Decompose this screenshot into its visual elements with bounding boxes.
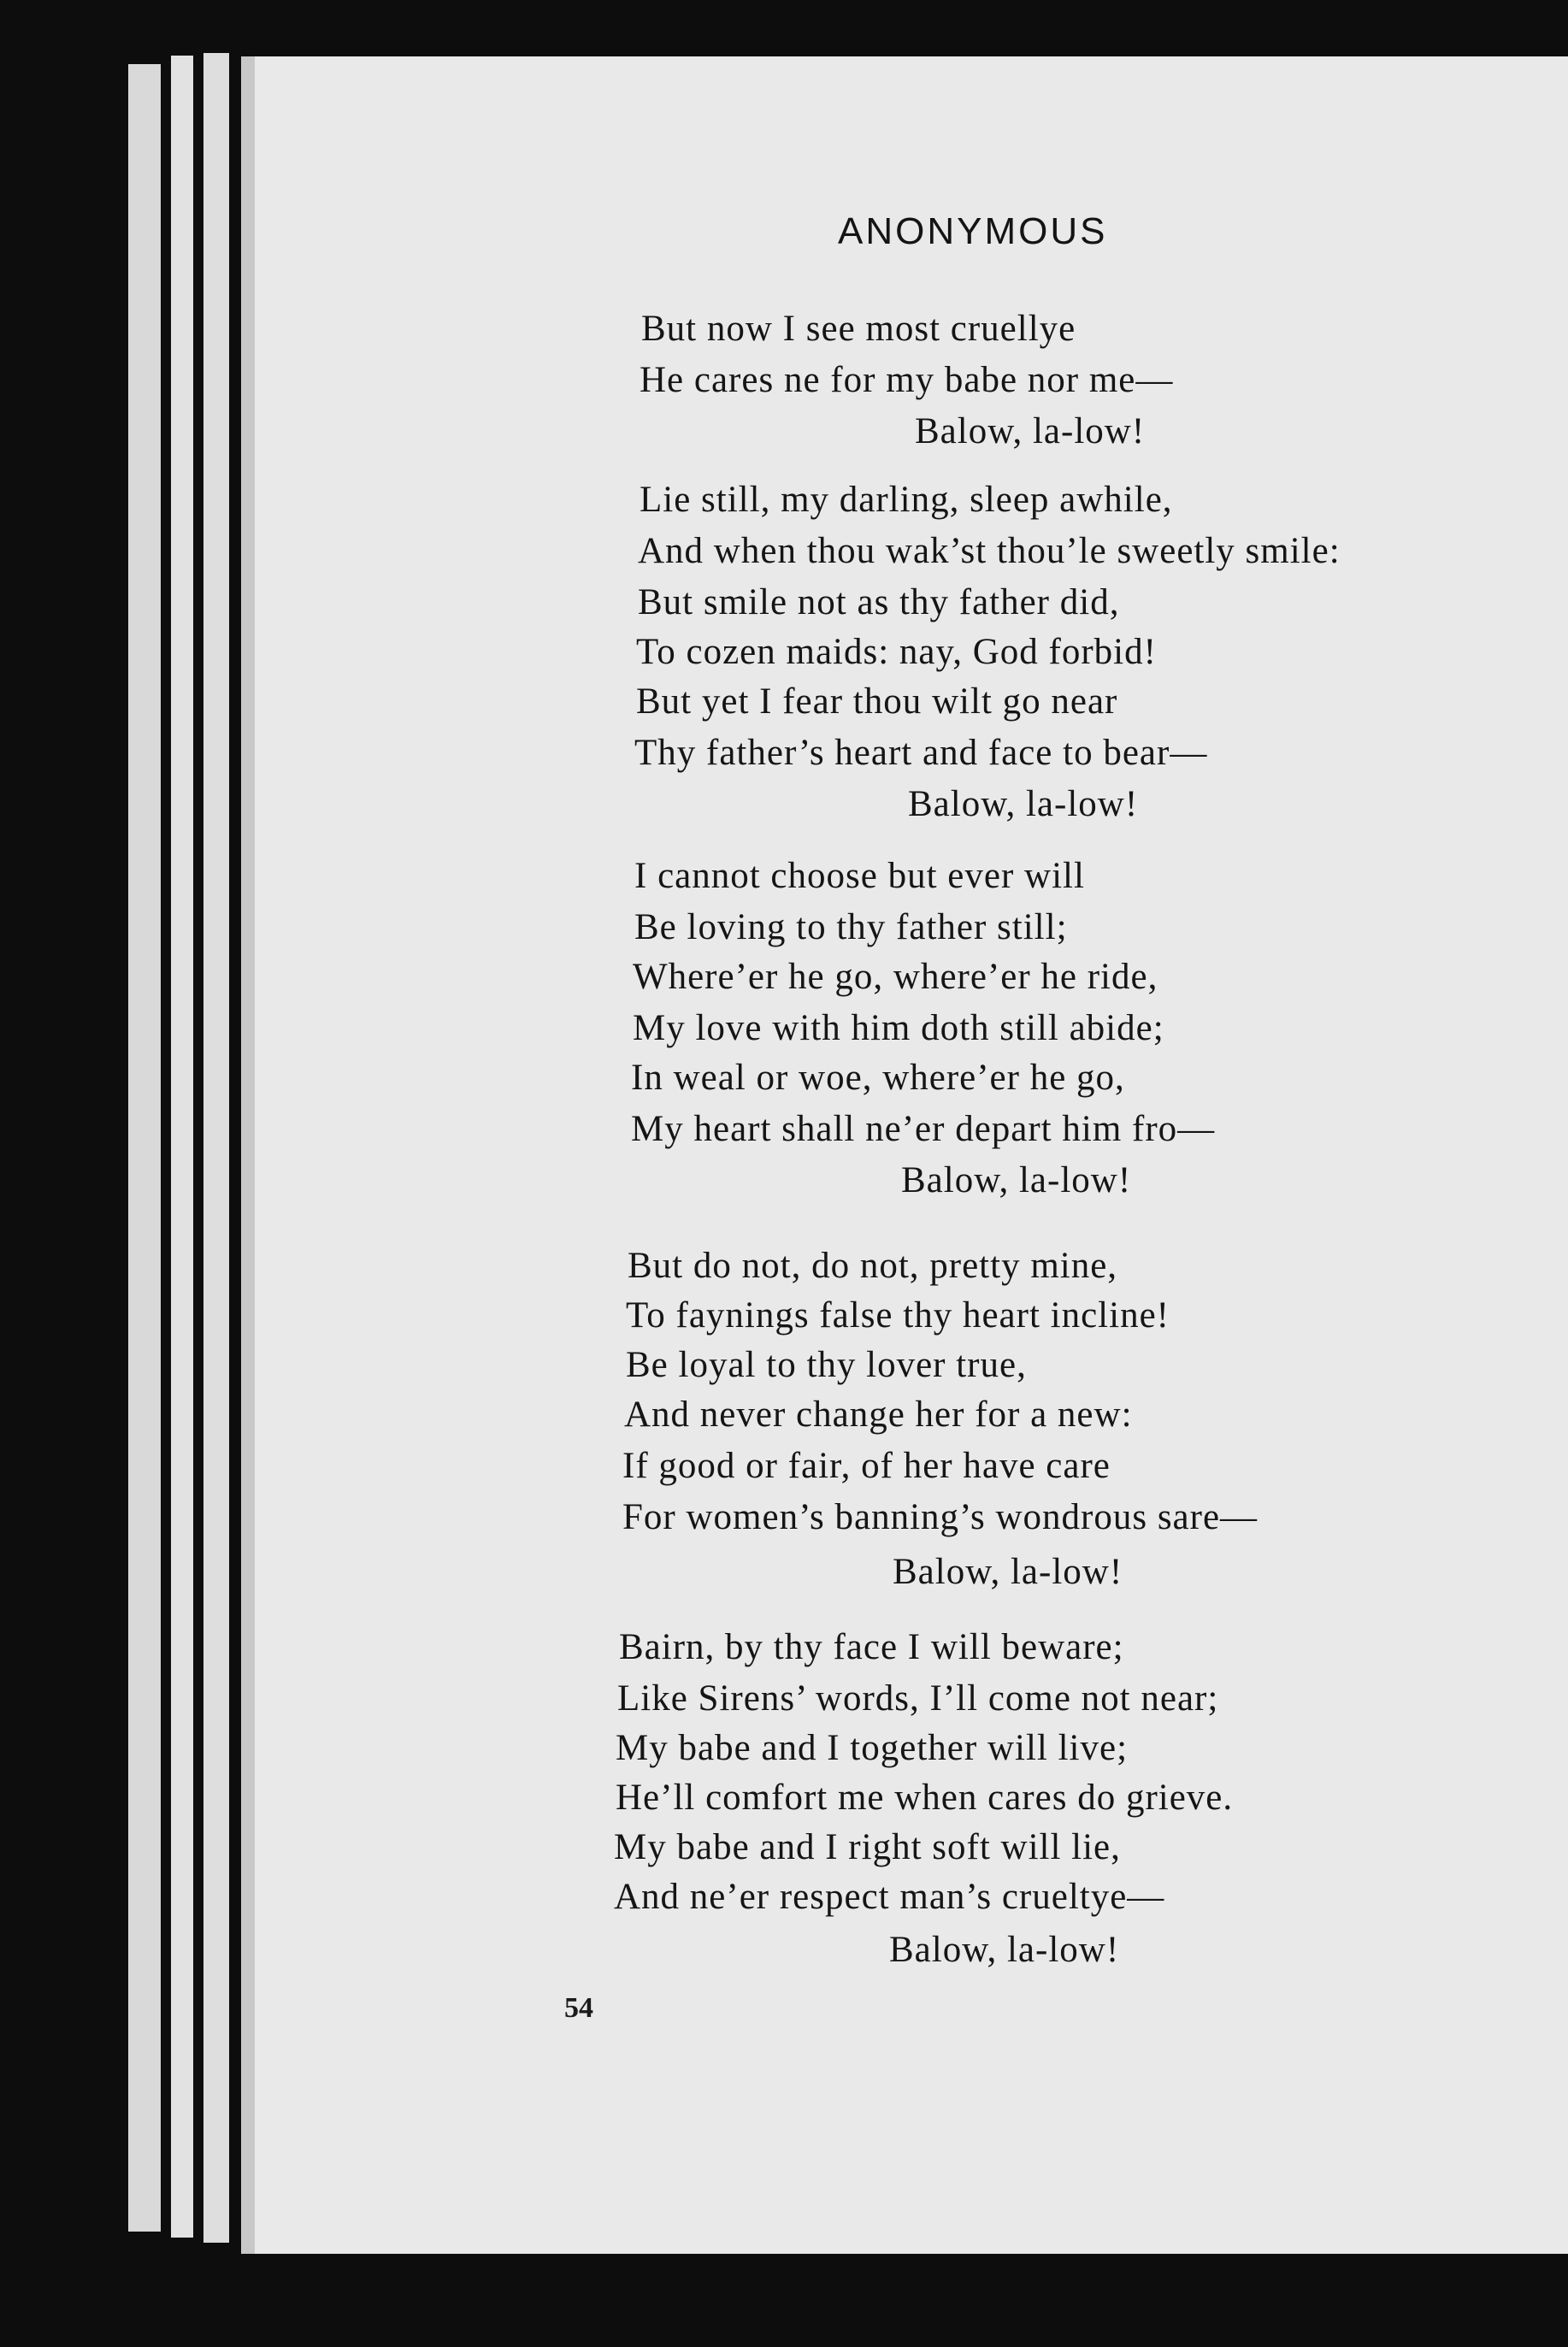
refrain-line: Balow, la-low! <box>908 784 1139 824</box>
poem-line: Thy father’s heart and face to bear— <box>634 733 1208 773</box>
poem-line: And when thou wak’st thou’le sweetly smile: <box>638 531 1341 571</box>
poem-line: He cares ne for my babe nor me— <box>640 360 1174 400</box>
poem-line: If good or fair, of her have care <box>622 1446 1111 1486</box>
poem-line: My love with him doth still abide; <box>633 1008 1164 1048</box>
poem-line: To faynings false thy heart incline! <box>626 1295 1170 1336</box>
poem-line: But do not, do not, pretty mine, <box>628 1246 1118 1286</box>
poem-line: And ne’er respect man’s crueltye— <box>614 1877 1165 1917</box>
poem-line: My heart shall ne’er depart him fro— <box>631 1109 1216 1149</box>
poem-line: Where’er he go, where’er he ride, <box>633 957 1158 997</box>
poem-line: Bairn, by thy face I will beware; <box>619 1627 1124 1667</box>
refrain-line: Balow, la-low! <box>889 1930 1120 1970</box>
poem-line: But smile not as thy father did, <box>638 582 1120 622</box>
poem-line: And never change her for a new: <box>624 1395 1133 1435</box>
poem-line: For women’s banning’s wondrous sare— <box>622 1497 1259 1537</box>
poem-line: In weal or woe, where’er he go, <box>631 1058 1125 1098</box>
poem-line: He’ll comfort me when cares do grieve. <box>616 1778 1234 1818</box>
poem-line: But yet I fear thou wilt go near <box>636 681 1118 722</box>
poem-line: My babe and I right soft will lie, <box>614 1827 1121 1867</box>
poem-line: Be loyal to thy lover true, <box>626 1345 1027 1385</box>
page-title: ANONYMOUS <box>838 210 1108 252</box>
refrain-line: Balow, la-low! <box>915 411 1146 451</box>
poem-line: I cannot choose but ever will <box>634 856 1085 896</box>
refrain-line: Balow, la-low! <box>893 1552 1123 1592</box>
poem-line: My babe and I together will live; <box>616 1728 1129 1768</box>
poem-line: Be loving to thy father still; <box>634 907 1068 947</box>
page-number: 54 <box>564 1992 593 2024</box>
poem-line: Like Sirens’ words, I’ll come not near; <box>617 1678 1219 1719</box>
refrain-line: Balow, la-low! <box>901 1160 1132 1200</box>
poem-line: To cozen maids: nay, God forbid! <box>636 632 1157 672</box>
poem-line: But now I see most cruellye <box>641 309 1076 349</box>
poem-line: Lie still, my darling, sleep awhile, <box>640 480 1173 520</box>
